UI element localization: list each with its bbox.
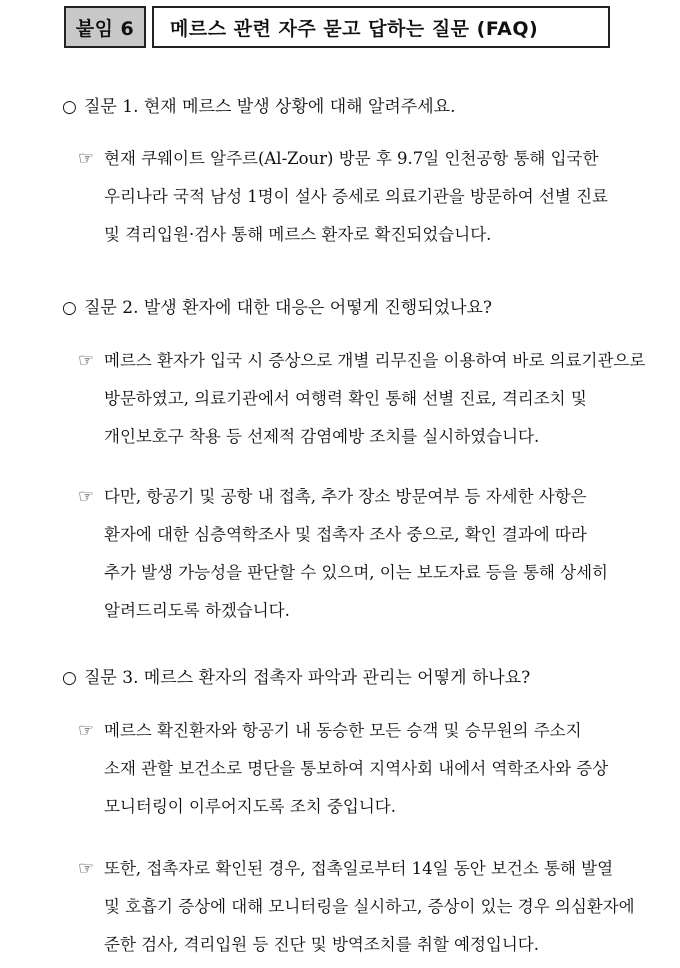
answer-line: 준한 검사, 격리입원 등 진단 및 방역조치를 취할 예정입니다. bbox=[104, 935, 539, 954]
answer-line: 다만, 항공기 및 공항 내 접촉, 추가 장소 방문여부 등 자세한 사항은 bbox=[104, 487, 587, 506]
answer-line: 소재 관할 보건소로 명단을 통보하여 지역사회 내에서 역학조사와 증상 bbox=[104, 759, 609, 778]
attachment-tag: 붙임 6 bbox=[64, 6, 146, 48]
pointing-hand-icon: ☞ bbox=[78, 148, 95, 169]
answer-line: 알려드리도록 하겠습니다. bbox=[104, 601, 290, 620]
answer-line: 및 격리입원·검사 통해 메르스 환자로 확진되었습니다. bbox=[104, 225, 492, 244]
question-2 bbox=[62, 293, 492, 318]
pointing-hand-icon: ☞ bbox=[78, 858, 95, 879]
circle-bullet-icon: ○ bbox=[62, 668, 77, 688]
question-text: 질문 2. 발생 환자에 대한 대응은 어떻게 진행되었나요? bbox=[84, 298, 493, 318]
question-1 bbox=[62, 92, 455, 117]
answer-line: 개인보호구 착용 등 선제적 감염예방 조치를 실시하였습니다. bbox=[104, 427, 540, 446]
answer-line: 방문하였고, 의료기관에서 여행력 확인 통해 선별 진료, 격리조치 및 bbox=[104, 389, 587, 408]
answer-line: 모니터링이 이루어지도록 조치 중입니다. bbox=[104, 797, 396, 816]
question-3 bbox=[62, 663, 530, 688]
question-text: 질문 1. 현재 메르스 발생 상황에 대해 알려주세요. bbox=[84, 97, 456, 117]
circle-bullet-icon: ○ bbox=[62, 298, 77, 318]
answer-line: 또한, 접촉자로 확인된 경우, 접촉일로부터 14일 동안 보건소 통해 발열 bbox=[104, 859, 614, 878]
answer-line: 우리나라 국적 남성 1명이 설사 증세로 의료기관을 방문하여 선별 진료 bbox=[104, 187, 608, 206]
answer-line: 환자에 대한 심층역학조사 및 접촉자 조사 중으로, 확인 결과에 따라 bbox=[104, 525, 587, 544]
question-text: 질문 3. 메르스 환자의 접촉자 파악과 관리는 어떻게 하나요? bbox=[84, 668, 531, 688]
answer-line: 추가 발생 가능성을 판단할 수 있으며, 이는 보도자료 등을 통해 상세히 bbox=[104, 563, 608, 582]
attachment-header bbox=[64, 6, 610, 52]
answer-line: 메르스 확진환자와 항공기 내 동승한 모든 승객 및 승무원의 주소지 bbox=[104, 721, 582, 740]
pointing-hand-icon: ☞ bbox=[78, 486, 95, 507]
pointing-hand-icon: ☞ bbox=[78, 350, 95, 371]
answer-line: 및 호흡기 증상에 대해 모니터링을 실시하고, 증상이 있는 경우 의심환자에 bbox=[104, 897, 635, 916]
circle-bullet-icon: ○ bbox=[62, 97, 77, 117]
answer-line: 메르스 환자가 입국 시 증상으로 개별 리무진을 이용하여 바로 의료기관으로 bbox=[104, 351, 646, 370]
answer-line: 현재 쿠웨이트 알주르(Al-Zour) 방문 후 9.7일 인천공항 통해 입국한 bbox=[104, 149, 599, 168]
document-title: 메르스 관련 자주 묻고 답하는 질문 (FAQ) bbox=[152, 6, 610, 48]
pointing-hand-icon: ☞ bbox=[78, 720, 95, 741]
